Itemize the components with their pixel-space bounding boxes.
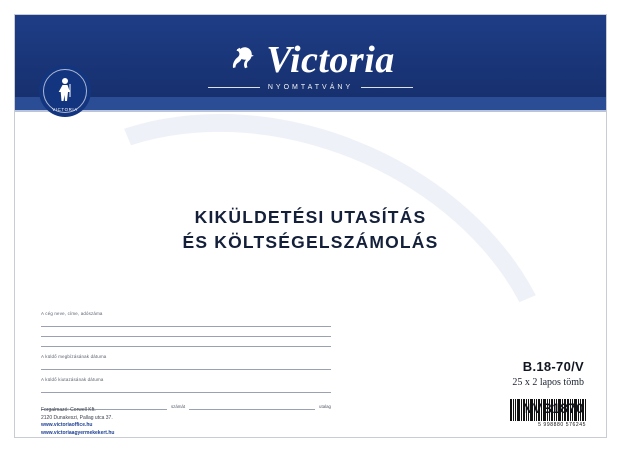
- form-line[interactable]: [41, 337, 331, 347]
- traveler-figure-icon: [54, 76, 76, 102]
- form-label-order-date: A küldő megbízásának dátuma: [41, 354, 107, 359]
- barcode-number: 5 998880 576245: [538, 422, 586, 428]
- barcode-bars: [494, 399, 586, 421]
- form-line[interactable]: [41, 360, 331, 370]
- contact-block: [41, 407, 114, 437]
- form-fields-block: [41, 311, 331, 410]
- product-pack-description: 25 x 2 lapos tömb: [512, 377, 584, 388]
- form-line[interactable]: [189, 400, 315, 410]
- barcode: [494, 399, 586, 429]
- product-code: B.18-70/V: [522, 359, 584, 374]
- spacer: [41, 370, 331, 377]
- form-label-company: A cég neve, címe, adószáma: [41, 311, 103, 316]
- spacer: [41, 393, 331, 400]
- brand-block: [15, 41, 606, 91]
- product-cover-sheet: [14, 14, 607, 438]
- spacer: [41, 347, 331, 354]
- form-label-travel-date: A küldő kiutazásának dátuma: [41, 377, 104, 382]
- contact-address: 2120 Dunakeszi, Pallag utca 37.: [41, 414, 113, 421]
- brand-rule-left: [208, 87, 260, 88]
- brand-subtitle-row: [15, 84, 606, 91]
- seal-text: VICTORIA: [52, 107, 78, 112]
- form-line[interactable]: [41, 327, 331, 337]
- header-blue-band-lower: [15, 97, 606, 110]
- brand-subtitle: NYOMTATVÁNY: [267, 84, 354, 91]
- form-line[interactable]: [41, 317, 331, 327]
- contact-company: Forgalmazó: Corwell Kft.: [41, 407, 96, 413]
- brand-row: [226, 41, 395, 79]
- horse-icon: [226, 41, 260, 75]
- brand-rule-right: [361, 87, 413, 88]
- title-line-1: KIKÜLDETÉSI UTASÍTÁS: [194, 207, 427, 227]
- form-line[interactable]: [41, 383, 331, 393]
- contact-url-secondary[interactable]: www.victoriaagyermekekert.hu: [41, 429, 115, 436]
- form-caption-left: számát: [170, 404, 186, 409]
- victoria-seal-badge: [39, 65, 91, 117]
- header-divider-rule: [15, 110, 606, 112]
- form-caption-right: utalag: [319, 404, 331, 409]
- brand-name: Victoria: [266, 39, 395, 81]
- contact-url-primary[interactable]: www.victoriaoffice.hu: [41, 422, 93, 428]
- title-line-2: ÉS KÖLTSÉGELSZÁMOLÁS: [182, 232, 439, 252]
- page-title: [15, 205, 606, 255]
